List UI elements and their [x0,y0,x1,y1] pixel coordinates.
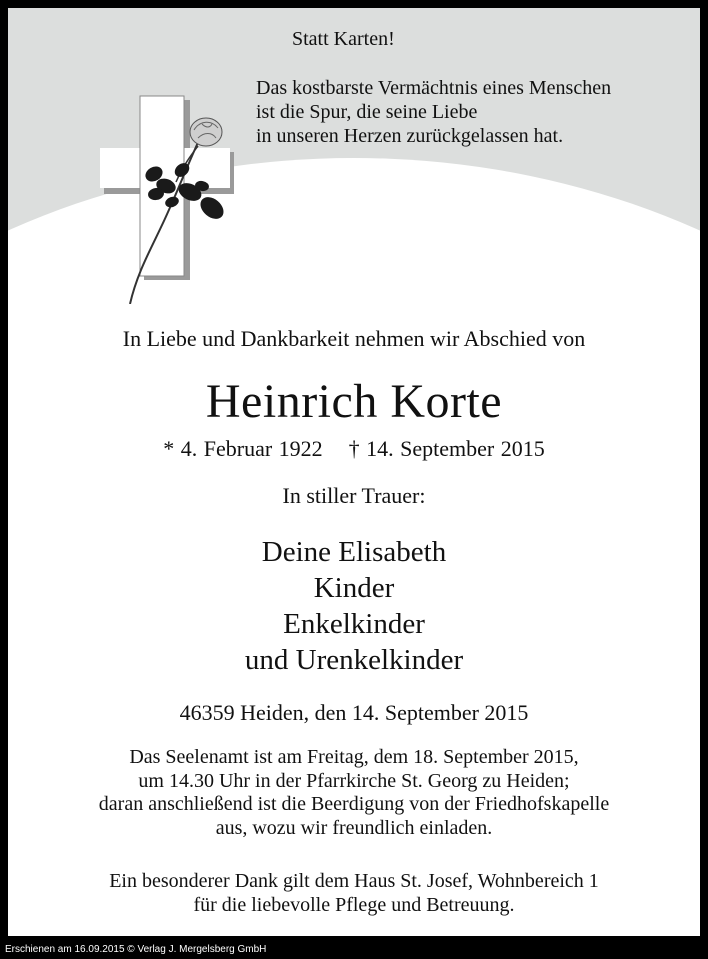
mourning-label: In stiller Trauer: [282,483,426,508]
thanks-note [8,870,700,917]
thanks-line: Ein besonderer Dank gilt dem Haus St. Josef, Wohnbereich 1 [109,870,599,892]
family-list [8,534,700,678]
family-member: Enkelkinder [283,608,425,640]
life-dates: * 4. Februar 1922 † 14. September 2015 [163,436,545,461]
service-line: um 14.30 Uhr in der Pfarrkirche St. Georg zu Heiden; [138,769,570,792]
family-member: Deine Elisabeth [261,536,447,568]
poem-line: in unseren Herzen zurückgelassen hat. [256,125,564,147]
service-info [8,746,700,840]
deceased-name: Heinrich Korte [205,375,503,428]
family-member: und Urenkelkinder [244,644,464,676]
statt-karten: Statt Karten! [292,28,395,50]
publication-footer: Erschienen am 16.09.2015 © Verlag J. Mergelsberg GmbH [5,944,267,955]
family-member: Kinder [313,572,395,604]
service-line: daran anschließend ist die Beerdigung von der Friedhofskapelle [98,793,610,815]
service-line: Das Seelenamt ist am Freitag, dem 18. September 2015, [129,746,579,768]
poem [256,76,611,148]
poem-line: ist die Spur, die seine Liebe [256,101,478,123]
thanks-line: für die liebevolle Pflege und Betreuung. [193,893,515,916]
poem-line: Das kostbarste Vermächtnis eines Menschen [256,77,612,99]
place-date: 46359 Heiden, den 14. September 2015 [179,700,529,725]
obituary-notice [8,8,700,936]
cross-icon [94,94,234,304]
service-line: aus, wozu wir freundlich einladen. [215,816,493,839]
intro-text: In Liebe und Dankbarkeit nehmen wir Abschied von [122,326,586,351]
